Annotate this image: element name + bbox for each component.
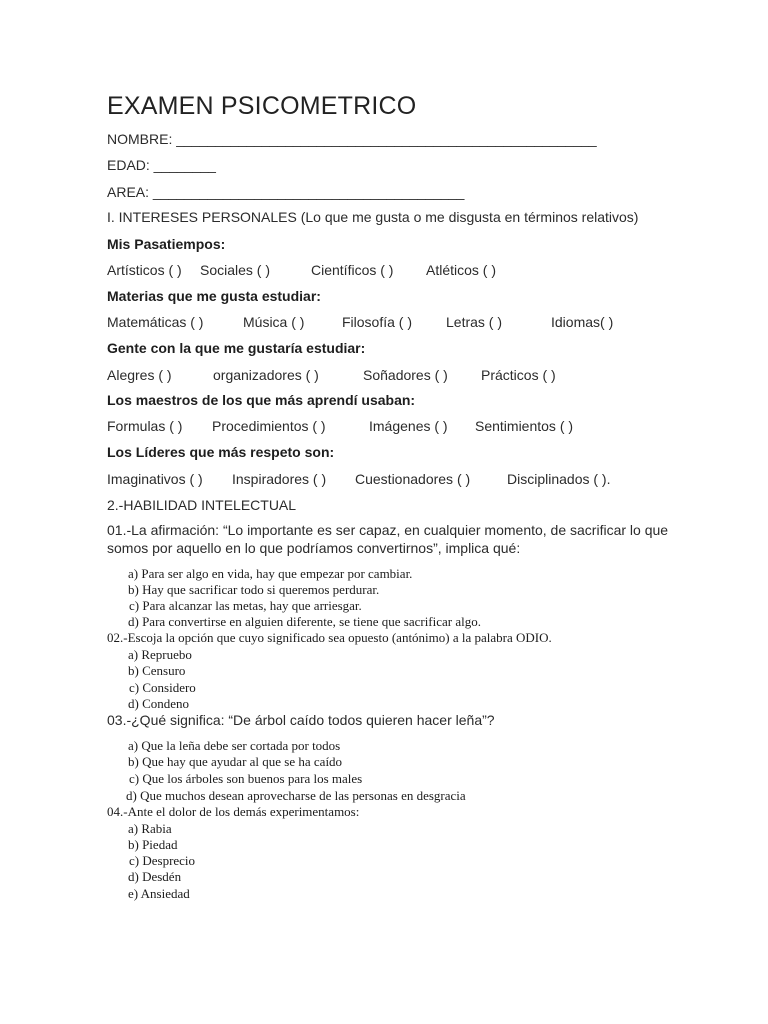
question-2: 02.-Escoja la opción que cuyo significado sea opuesto (antónimo) a la palabra ODIO. xyxy=(107,630,552,645)
question-2-option-a: a) Repruebo xyxy=(128,647,192,662)
pasatiempos-label: Mis Pasatiempos: xyxy=(107,236,226,252)
option-sonadores: Soñadores ( ) xyxy=(363,367,448,383)
question-1-line2: somos por aquello en lo que podríamos convertirnos”, implica qué: xyxy=(107,540,521,556)
option-inspiradores: Inspiradores ( ) xyxy=(232,471,327,487)
question-3-option-c: c) Que los árboles son buenos para los males xyxy=(129,771,363,786)
question-1-option-a: a) Para ser algo en vida, hay que empezar por cambiar. xyxy=(128,566,413,581)
option-cuestionadores: Cuestionadores ( ) xyxy=(355,471,471,487)
question-1-line1: 01.-La afirmación: “Lo importante es ser capaz, en cualquier momento, de sacrificar lo que xyxy=(107,522,669,538)
option-matematicas: Matemáticas ( ) xyxy=(107,314,204,330)
option-procedimientos: Procedimientos ( ) xyxy=(212,418,326,434)
option-sociales: Sociales ( ) xyxy=(200,262,271,278)
question-4-option-e: e) Ansiedad xyxy=(128,886,190,901)
question-2-option-c: c) Considero xyxy=(129,680,196,695)
edad-field: EDAD: ________ xyxy=(107,157,216,173)
question-1-option-d: d) Para convertirse en alguien diferente, se tiene que sacrificar algo. xyxy=(128,614,481,629)
section1-heading: I. INTERESES PERSONALES (Lo que me gusta o me disgusta en términos relativos) xyxy=(107,209,639,225)
question-4-option-a: a) Rabia xyxy=(128,821,172,836)
option-alegres: Alegres ( ) xyxy=(107,367,172,383)
option-organizadores: organizadores ( ) xyxy=(213,367,319,383)
question-4-option-c: c) Desprecio xyxy=(129,853,196,868)
option-idiomas: Idiomas( ) xyxy=(551,314,614,330)
option-disciplinados: Disciplinados ( ). xyxy=(507,471,611,487)
question-2-option-d: d) Condeno xyxy=(128,696,190,711)
question-4-option-d: d) Desdén xyxy=(128,869,182,884)
question-4-option-b: b) Piedad xyxy=(128,837,178,852)
option-imaginativos: Imaginativos ( ) xyxy=(107,471,203,487)
option-atleticos: Atléticos ( ) xyxy=(426,262,497,278)
materias-label: Materias que me gusta estudiar: xyxy=(107,288,321,304)
option-letras: Letras ( ) xyxy=(446,314,503,330)
lideres-label: Los Líderes que más respeto son: xyxy=(107,444,335,460)
question-2-option-b: b) Censuro xyxy=(128,663,186,678)
option-artisticos: Artísticos ( ) xyxy=(107,262,182,278)
option-formulas: Formulas ( ) xyxy=(107,418,183,434)
option-filosofia: Filosofía ( ) xyxy=(342,314,413,330)
question-3-option-b: b) Que hay que ayudar al que se ha caído xyxy=(128,754,343,769)
question-3: 03.-¿Qué significa: “De árbol caído todos quieren hacer leña”? xyxy=(107,712,495,728)
question-1-option-c: c) Para alcanzar las metas, hay que arriesgar. xyxy=(129,598,362,613)
area-field: AREA: ________________________________________ xyxy=(107,184,465,200)
option-musica: Música ( ) xyxy=(243,314,305,330)
section2-heading: 2.-HABILIDAD INTELECTUAL xyxy=(107,497,297,513)
question-4: 04.-Ante el dolor de los demás experimentamos: xyxy=(107,804,360,819)
page-title: EXAMEN PSICOMETRICO xyxy=(107,92,417,120)
nombre-field: NOMBRE: ______________________________________________________ xyxy=(107,131,597,147)
option-practicos: Prácticos ( ) xyxy=(481,367,556,383)
option-sentimientos: Sentimientos ( ) xyxy=(475,418,574,434)
question-3-option-d: d) Que muchos desean aprovecharse de las personas en desgracia xyxy=(126,788,466,803)
option-imagenes: Imágenes ( ) xyxy=(369,418,448,434)
question-1-option-b: b) Hay que sacrificar todo si queremos perdurar. xyxy=(128,582,380,597)
maestros-label: Los maestros de los que más aprendí usaban: xyxy=(107,392,416,408)
question-3-option-a: a) Que la leña debe ser cortada por todos xyxy=(128,738,341,753)
gente-label: Gente con la que me gustaría estudiar: xyxy=(107,340,366,356)
option-cientificos: Científicos ( ) xyxy=(311,262,394,278)
